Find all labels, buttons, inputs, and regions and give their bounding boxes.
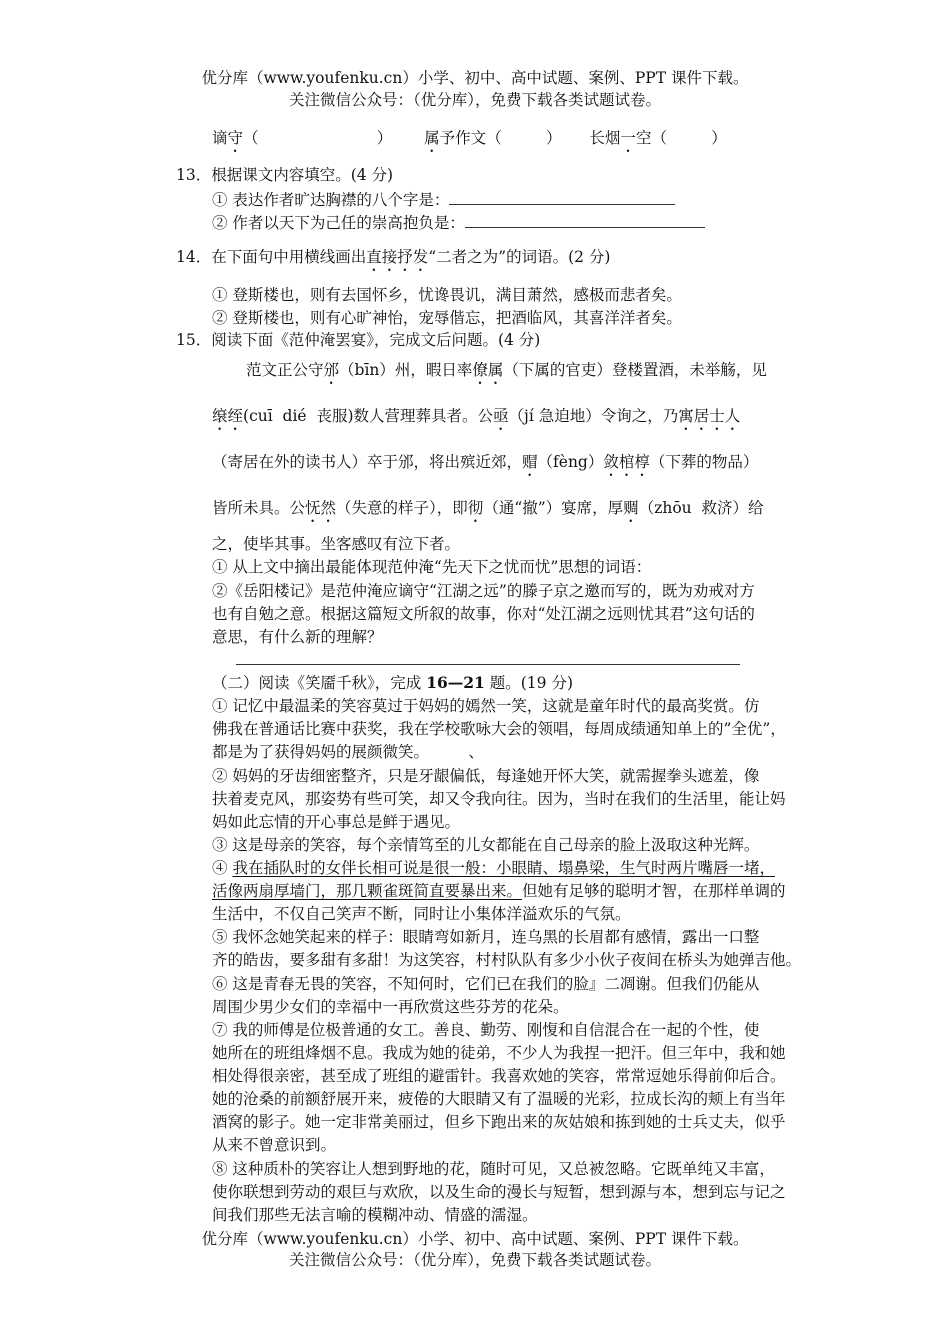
para-4-underlined-1: 我在插队时的女伴长相可说是很一般：小眼睛、塌鼻梁，生气时两片嘴唇一堵， — [232, 859, 775, 877]
para-3-line-1: ③ 这是母亲的笑容，每个亲情笃至的儿女都能在自己母亲的脸上汲取这种光辉。 — [212, 836, 760, 854]
para-4-b: 但她有足够的聪明才智，在那样单调的 — [522, 882, 786, 900]
q15-answer-line[interactable] — [236, 664, 740, 665]
para-2-line-2: 扶着麦克风，那姿势有些可笑，却又令我向往。因为，当时在我们的生活里，能让妈 — [212, 790, 786, 808]
q12-vocab-row — [212, 126, 727, 156]
q15-passage-line-2 — [212, 404, 740, 434]
para-6-line-1: ⑥ 这是青春无畏的笑容，不知何时，它们已在我们的脸』二凋谢。但我们仍能从 — [212, 975, 760, 993]
q15-p2-b: （jí 急迫地）令询之，乃 — [508, 407, 679, 425]
para-6-line-2: 周围少男少女们的幸福中一再欣赏这些芬芳的花朵。 — [212, 998, 569, 1016]
q13-line-2-text: ② 作者以天下为己任的崇高抱负是： — [212, 214, 465, 232]
q15-p1-dotted-2: 僚属 — [472, 361, 504, 379]
para-7-line-5: 酒窝的影子。她一定非常美丽过，但乡下跑出来的灰姑娘和拣到她的士兵丈夫，似乎 — [212, 1113, 786, 1131]
q15-p4-dotted-3: 赒 — [623, 499, 639, 517]
q14-stem — [176, 245, 610, 275]
header-line-1: 优分库（www.youfenku.cn）小学、初中、高中试题、案例、PPT 课件下载。 — [201, 69, 749, 87]
q12-item3-dotted: 一 — [620, 129, 636, 147]
q15-p1-b: （bīn）州，暇日率 — [339, 361, 473, 379]
para-2-line-1: ② 妈妈的牙齿细密整齐，只是牙龈偏低，每逢她开怀大笑，就需握拳头遮羞，像 — [212, 767, 760, 785]
q12-item1-paren: （ ） — [243, 129, 393, 147]
q15-p4-a: 皆所未具。公 — [212, 499, 306, 517]
q12-item2-paren: （ ） — [486, 129, 562, 147]
q14-sentence-2[interactable]: ② 登斯楼也，则有心旷神怡，宠辱偕忘，把酒临风，其喜洋洋者矣。 — [212, 309, 682, 327]
para-1-line-1: ① 记忆中最温柔的笑容莫过于妈妈的嫣然一笑，这就是童年时代的最高奖赏。仿 — [212, 697, 760, 715]
header-line-2: 关注微信公众号：（优分库），免费下载各类试题试卷。 — [288, 91, 661, 109]
q15-sub-question-2-line-3: 意思，有什么新的理解？ — [212, 628, 383, 646]
q12-item1-dotted: 守 — [227, 129, 244, 147]
q13-answer-blank-1[interactable] — [449, 186, 675, 205]
q14-stem-dotted: 直接抒发 — [366, 248, 429, 266]
para-5-line-1: ⑤ 我怀念她笑起来的样子：眼睛弯如新月，连乌黑的长眉都有感情，露出一口整 — [212, 928, 760, 946]
para-8-line-2: 使你联想到劳动的艰巨与欢欣，以及生命的漫长与短暂，想到源与本，想到忘与记之 — [212, 1183, 786, 1201]
q15-sub-question-2-line-1: ②《岳阳楼记》是范仲淹应谪守“江湖之远”的滕子京之邀而写的，既为劝戒对方 — [212, 582, 755, 600]
q15-passage-line-5: 之，使毕其事。坐客感叹有泣下者。 — [212, 535, 461, 553]
q15-sub-question-1: ① 从上文中摘出最能体现范仲淹“先天下之忧而忧”思想的词语： — [212, 558, 652, 576]
q15-p2-dotted-2: 亟 — [493, 407, 509, 425]
para-7-line-3: 相处得很亲密，甚至成了班组的避雷针。我喜欢她的笑容，常常逗她乐得前仰后合。 — [212, 1067, 786, 1085]
para-7-line-2: 她所在的班组烽烟不息。我成为她的徒弟，不少人为我捏一把汗。但三年中，我和她 — [212, 1044, 786, 1062]
para-7-line-1: ⑦ 我的师傅是位极普通的女工。善良、勤劳、刚愎和自信混合在一起的个性，使 — [212, 1021, 760, 1039]
para-4-line-3: 生活中，不仅自己笑声不断，同时让小集体洋溢欢乐的气氛。 — [212, 905, 631, 923]
para-8-line-3: 间我们那些无法言喻的模糊冲动、情盛的濡湿。 — [212, 1206, 538, 1224]
q15-p1-c: （下属的官吏）登楼置酒，未举觞，见 — [503, 361, 767, 379]
section2-title — [212, 671, 573, 695]
q15-p1-a: 范文正公守 — [246, 361, 324, 379]
q15-p3-c: （下葬的物品） — [649, 453, 759, 471]
q13-line-1-text: ① 表达作者旷达胸襟的八个字是： — [212, 191, 450, 209]
q15-p3-dotted-2: 敛棺椁 — [603, 453, 650, 471]
q15-p3-dotted-1: 赗 — [522, 453, 538, 471]
q12-item3-pre: 长烟 — [589, 129, 621, 147]
q12-item3-paren: （ ） — [651, 129, 727, 147]
q15-passage-line-4 — [212, 496, 764, 526]
section2-title-range: 16—21 — [426, 673, 485, 692]
q12-item1-pre: 谪 — [212, 129, 228, 147]
para-1-line-3: 都是为了获得妈妈的展颜微笑。 、 — [212, 743, 484, 761]
q15-p3-a: （寄居在外的读书人）卒于邠，将出殡近郊， — [212, 453, 523, 471]
q15-p4-c: （通“撤”）宴席，厚 — [483, 499, 624, 517]
para-2-line-3: 妈如此忘情的开心事总是鲜于遇见。 — [212, 813, 461, 831]
q15-p4-d: （zhōu 救济）给 — [638, 499, 764, 517]
q15-p1-dotted-1: 邠 — [323, 361, 340, 379]
q15-p2-dotted-3: 寓居士人 — [678, 407, 741, 425]
q15-p4-dotted-1: 怃然 — [305, 499, 337, 517]
q15-passage-line-3 — [212, 450, 758, 480]
q15-p2-a: (cuī dié 丧服)数人营理葬具者。公 — [243, 407, 493, 425]
para-4-line-1 — [212, 856, 775, 880]
q15-p4-b: （失意的样子），即 — [336, 499, 468, 517]
para-7-line-4: 她的沧桑的前额舒展开来，疲倦的大眼睛又有了温暖的光彩，拉成长沟的颊上有当年 — [212, 1090, 786, 1108]
para-8-line-1: ⑧ 这种质朴的笑容让人想到野地的花，随时可见，又总被忽略。它既单纯又丰富， — [212, 1160, 775, 1178]
footer-line-1: 优分库（www.youfenku.cn）小学、初中、高中试题、案例、PPT 课件下载。 — [201, 1230, 749, 1248]
section2-title-a: （二）阅读《笑靥千秋》，完成 — [212, 674, 427, 692]
q15-passage-line-1 — [246, 358, 767, 388]
q14-stem-pre: 14．在下面句中用横线画出 — [176, 248, 367, 266]
q14-sentence-1[interactable]: ① 登斯楼也，则有去国怀乡，忧谗畏讥，满目萧然，感极而悲者矣。 — [212, 286, 682, 304]
q15-p4-dotted-2: 彻 — [467, 499, 484, 517]
section2-title-c: 题。(19 分) — [484, 674, 573, 692]
q13-stem: 13．根据课文内容填空。(4 分) — [176, 166, 394, 184]
para-1-line-2: 佛我在普通话比赛中获奖，我在学校歌咏大会的领唱，每周成绩通知单上的”全优”， — [212, 720, 786, 738]
q15-p3-b: （fèng） — [537, 453, 604, 471]
q13-answer-blank-2[interactable] — [465, 209, 705, 228]
q15-stem: 15．阅读下面《范仲淹罢宴》，完成文后问题。(4 分) — [176, 331, 541, 349]
footer-line-2: 关注微信公众号：（优分库），免费下载各类试题试卷。 — [288, 1251, 661, 1269]
para-4-marker: ④ — [212, 859, 233, 877]
q12-item2-dotted: 属 — [424, 129, 440, 147]
q13-line-2 — [212, 209, 705, 235]
q14-stem-post: “二者之为”的词语。(2 分) — [428, 248, 611, 266]
q12-item3-post: 空 — [635, 129, 652, 147]
para-4-underlined-2: 活像两扇厚墙门，那几颗雀斑简直要暴出来。 — [212, 882, 523, 900]
para-4-line-2 — [212, 879, 786, 903]
q15-sub-question-2-line-2: 也有自勉之意。根据这篇短文所叙的故事，你对“处江湖之远则忧其君”这句话的 — [212, 605, 755, 623]
para-7-line-6: 从来不曾意识到。 — [212, 1136, 337, 1154]
q12-item2-post: 予作文 — [439, 129, 487, 147]
para-5-line-2: 齐的皓齿，要多甜有多甜！为这笑容，村村队队有多少小伙子夜间在桥头为她弹吉他。 — [212, 951, 802, 969]
q15-p2-dotted-1: 缞绖 — [212, 407, 244, 425]
